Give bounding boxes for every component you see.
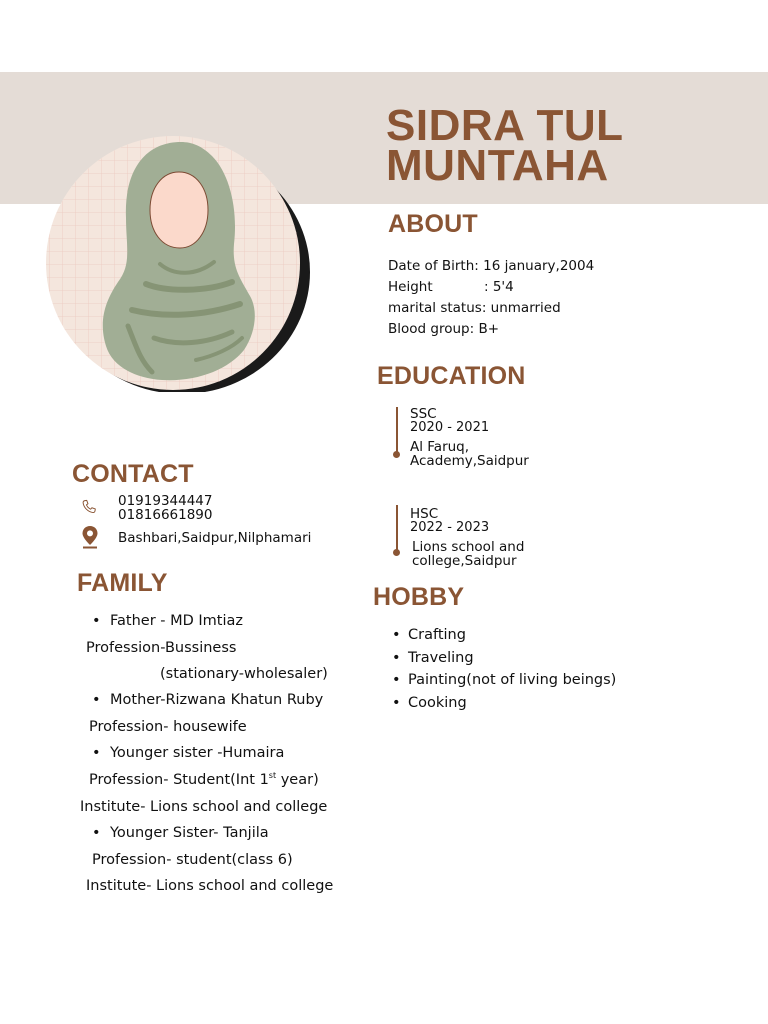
- about-section: [388, 256, 594, 340]
- family-father: [92, 613, 243, 629]
- timeline-dot: [393, 549, 400, 556]
- timeline-line: [396, 407, 398, 455]
- ordinal-suffix: st: [268, 771, 277, 781]
- hobby-item: • Cooking: [392, 692, 616, 715]
- name-line-1: SIDRA TUL: [386, 101, 624, 150]
- family-mother-profession: Profession- housewife: [89, 719, 247, 735]
- date-of-birth: Date of Birth: 16 january,2004: [388, 258, 595, 274]
- avatar: [36, 134, 312, 392]
- profession-text-end: year): [276, 772, 319, 788]
- family-father-text: Father - MD Imtiaz: [110, 613, 243, 629]
- family-sister-2: [92, 825, 269, 841]
- family-father-profession: Profession-Bussiness: [86, 640, 237, 656]
- hobby-item: • Painting(not of living beings): [392, 669, 616, 692]
- height-label: Height: [388, 279, 433, 295]
- contact-heading: CONTACT: [72, 460, 194, 488]
- phone-number-1: 01919344447: [118, 493, 213, 509]
- education-school-line-1: Lions school and: [412, 539, 525, 555]
- family-father-profession-detail: (stationary-wholesaler): [160, 666, 328, 682]
- education-school-line-2: Academy,Saidpur: [410, 453, 529, 469]
- blood-group: Blood group: B+: [388, 321, 500, 337]
- timeline-dot: [393, 451, 400, 458]
- full-name: [386, 101, 624, 190]
- hobby-item: • Crafting: [392, 624, 616, 647]
- phone-numbers: [118, 494, 212, 522]
- education-period: 2022 - 2023: [410, 520, 490, 535]
- education-school-line-2: college,Saidpur: [412, 553, 517, 569]
- marital-status: marital status: unmarried: [388, 300, 561, 316]
- profession-text: Profession- Student(Int 1: [89, 772, 269, 788]
- education-school-line-1: Al Faruq,: [410, 439, 470, 455]
- family-mother-text: Mother-Rizwana Khatun Ruby: [110, 692, 324, 708]
- family-sister-2-text: Younger Sister- Tanjila: [110, 825, 269, 841]
- about-heading: ABOUT: [388, 210, 478, 238]
- name-line-2: MUNTAHA: [386, 141, 609, 190]
- family-mother: [92, 692, 323, 708]
- hijab-avatar-illustration: [36, 134, 312, 392]
- hobby-list: [392, 624, 616, 714]
- family-heading: FAMILY: [77, 569, 168, 597]
- hobby-item: • Traveling: [392, 647, 616, 670]
- education-level: SSC: [410, 406, 437, 422]
- hobby-heading: HOBBY: [373, 583, 465, 611]
- family-sister-2-profession: Profession- student(class 6): [92, 852, 293, 868]
- family-sister-1: [92, 745, 284, 761]
- education-period: 2020 - 2021: [410, 420, 490, 435]
- family-sister-1-text: Younger sister -Humaira: [110, 745, 285, 761]
- height-row: [388, 277, 594, 298]
- family-sister-1-profession: [89, 772, 319, 788]
- education-heading: EDUCATION: [377, 362, 526, 390]
- address: Bashbari,Saidpur,Nilphamari: [118, 530, 312, 546]
- family-sister-2-institute: Institute- Lions school and college: [86, 878, 334, 894]
- education-level: HSC: [410, 506, 439, 522]
- timeline-line: [396, 505, 398, 551]
- phone-icon: [80, 498, 98, 520]
- height-value: : 5'4: [484, 279, 514, 295]
- location-pin-icon: [81, 525, 99, 553]
- family-sister-1-institute: Institute- Lions school and college: [80, 799, 328, 815]
- phone-number-2: 01816661890: [118, 507, 213, 523]
